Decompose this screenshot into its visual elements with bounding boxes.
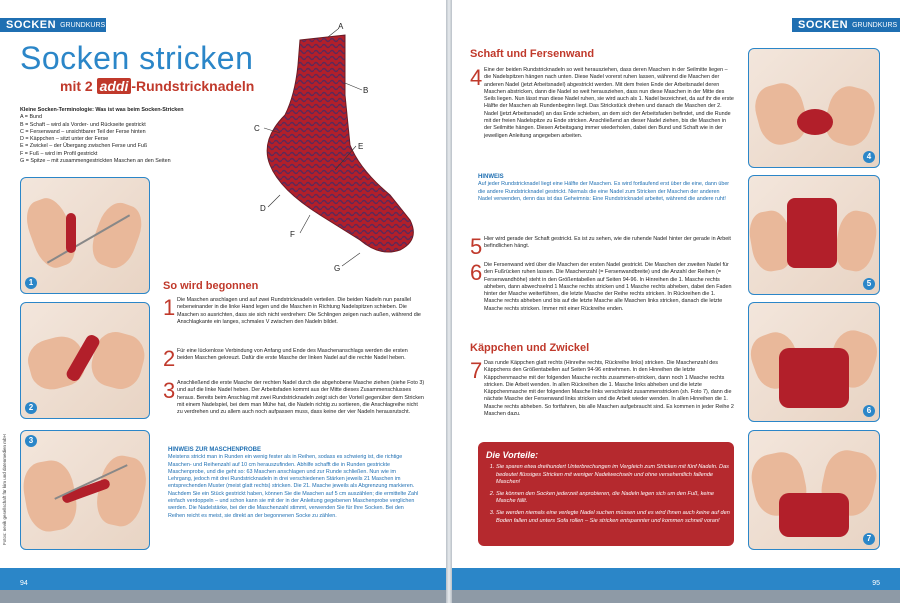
step-1 (163, 297, 425, 345)
photo-2 (20, 302, 150, 419)
sock-label-b: B (363, 86, 369, 95)
term-item: A = Bund (20, 114, 43, 121)
term-item: F = Fuß – wird im Profil gestrickt (20, 150, 98, 157)
term-item: D = Käppchen – sitzt unter der Ferse (20, 136, 109, 143)
step-number: 6 (470, 260, 483, 285)
section-header (0, 18, 106, 32)
footer-band (0, 568, 446, 590)
subtitle-post: -Rundstricknadeln (131, 78, 255, 94)
step-5 (470, 236, 732, 258)
photo-number: 2 (25, 402, 37, 414)
photo-credit: Fotos: nevik gesellschaft für kim und datenmedien mbH (2, 434, 7, 545)
section-header (792, 18, 900, 32)
step-number: 4 (470, 65, 483, 90)
step-text: Die Maschen anschlagen und auf zwei Rundstricknadeln verteilen. Die beiden Nadeln nun parallel nebeneinander in die linke Hand legen und die Maschen in Richtung Nadelspitzen schieben. Die Maschen so ausrichten, dass sie sich nicht verdrehen: Die Schlingen zeigen nach außen, während die Anschlagkante ein langes, schmales V zwischen den Nadeln bildet. (177, 297, 421, 325)
step-4 (470, 67, 732, 162)
header-main: SOCKEN (6, 19, 57, 31)
hinweis-text: Auf jeder Rundstricknadel liegt eine Hälfte der Maschen. Es wird fortlaufend erst über die eine, dann über die andere Rundstricknadel gestrickt. Niemals die eine Nadel zum Stricken der Maschen der anderen Nadel verwenden, denn das ist das Geheimnis: Eine Rundstricknadel arbeitet, während die andere ruht! (478, 181, 730, 202)
photo-7 (748, 430, 880, 550)
term-item: G = Spitze – mit zusammengestrickten Maschen an den Seiten (20, 158, 171, 165)
step-text: Eine der beiden Rundstricknadeln so weit herausziehen, dass deren Maschen in der Seilmitte liegen – die Nadelspitzen hängen nach unten. Diese Nadel vorerst ruhen lassen, während die Maschen der anderen Nadel (jetzt Arbeitsnadel) abgestrickt werden. Mit dem freien Ende der Arbeitsnadel deren Maschen abstricken, dann die Nadel so weit herausziehen, dass nun diese Maschen in der Mitte des Seils liegen. Nun lässt man diese Nadel ruhen, sie wird auch als 1. Nadel bezeichnet, da auf ihr die erste Hälfte der Maschen ab Rundenbeginn liegt. Das Strickstück drehen und danach die Maschen der 2. Nadel (jetzt Arbeitsnadel) an das Ende schieben, an dem sich der Arbeitsfaden befindet, und die Runde mit der freien Nadelspitze zu Ende stricken. Anschließend an dieser Nadel ziehen, bis die Maschen in der Seilmitte hängen. Diesen Arbeitsgang immer wiederholen, dabei den Bund und Schaft wie in der jeweiligen Anleitung angegeben arbeiten. (484, 67, 734, 139)
step-number: 1 (163, 295, 176, 320)
sock-label-d: D (260, 204, 266, 213)
header-main: SOCKEN (798, 19, 849, 31)
step-7 (470, 360, 732, 435)
photo-4 (748, 48, 880, 168)
page-title: Socken stricken (20, 40, 254, 76)
photo-1 (20, 177, 150, 294)
step-text: Das runde Käppchen glatt rechts (Hinreihe rechts, Rückreihe links) stricken. Die Maschenzahl des Käppchens den Größentabellen auf Seiten 94-96 entnehmen. In den Hinreihen die letzte Käppchenmasche mit der folgenden Masche rechts zusammen-stricken, dann noch 1 Masche rechts stricken. Die Arbeit wenden. In allen Rückreihen die 1. Masche links abheben und die letzte Käppchenmasche mit der folgenden Masche links verschränkt zusammenstricken (sh. Foto 7), dann die nächste Masche der Fersenwand links stricken und die Arbeit wieder wenden. In allen Hinreihen die 1. Masche rechts abheben. So fortfahren, bis alle Maschen aufgebraucht sind. Es kommen in jeder Reihe 2 Maschen dazu. (484, 360, 734, 418)
term-item: C = Fersenwand – unsichtbarer Teil der Ferse hinten (20, 128, 146, 135)
sock-label-c: C (254, 124, 260, 133)
step-text: Für eine lückenlose Verbindung von Anfang und Ende des Maschenanschlags werden die ersten beiden Maschen gekreuzt. Dafür die erste Masche der linken Nadel auf die rechte Nadel heben. (177, 348, 408, 362)
term-item: E = Zwickel – der Übergang zwischen Ferse und Fuß (20, 143, 148, 150)
sock-label-a: A (338, 22, 344, 31)
photo-number: 6 (863, 405, 875, 417)
step-text: Die Fersenwand wird über die Maschen der ersten Nadel gestrickt. Die Maschen der zweiten Nadel für den Fußrücken ruhen lassen. Die Maschenzahl (= Fersenwandbreite) und die Anzahl der Reihen (= Fersenwandhöhe) steht in den Größentabellen auf Seiten 94-96. In Hinreihen die 1. Masche rechts abheben, dann abwechselnd 1 Masche rechts stricken und 1 Masche rechts abheben, dabei den Faden hinter der Masche weiterführen, die letzte Masche der Reihe rechts stricken. In Rückreihen die 1. Masche rechts abheben und bis auf die letzte Masche alle Maschen links stricken, danach die letzte Masche rechts stricken. Immer mit einer Rückreihe enden. (484, 262, 732, 312)
section-heading: Käppchen und Zwickel (470, 342, 590, 354)
photo-number: 5 (863, 278, 875, 290)
hinweis-heading: HINWEIS ZUR MASCHENPROBE (168, 447, 262, 453)
subtitle-pre: mit 2 (60, 78, 93, 94)
step-number: 2 (163, 346, 176, 371)
page-number: 95 (872, 580, 880, 587)
sock-label-f: F (290, 230, 295, 239)
left-page (0, 0, 446, 590)
step-text: Hier wird gerade der Schaft gestrickt. Es ist zu sehen, wie die ruhende Nadel hinter der gerade in Arbeit befindlichen hängt. (484, 236, 731, 250)
photo-5 (748, 175, 880, 295)
brand-logo: addi (97, 78, 132, 94)
sock-label-e: E (358, 142, 364, 151)
hinweis-text: Meistens strickt man in Runden ein wenig fester als in Reihen, sodass es schwierig ist, die richtige Maschen- und Reihenzahl auf 10 cm herauszufinden. Abhilfe schafft die in Runden gestrickte Maschenprobe, und die geht so: 63 Maschen anschlagen und zur Runde schließen. Nun wie im Lehrgang, jedoch mit drei Rundstricknadeln in drei verschiedenen Stärken jeweils 21 Maschen im entsprechenden Muster (meist glatt rechts) stricken. Die 21. Masche jeweils als Abgrenzung markieren. Nachdem Sie ein Stück gestrickt haben, können Sie die Maschen auf 5 cm auszählen; die ermittelte Zahl einfach verdoppeln – und schon kann sie mit der in der Anleitung gegebenen Maschenprobe verglichen werden. Die Nadelstärke, bei der die Maschenzahl stimmt, verwenden Sie für Ihre Socken. Bei den Reihen reicht es meist, sie direkt an der begonnenen Socke zu zählen. (168, 454, 419, 519)
page-subtitle (60, 78, 254, 94)
photo-number: 3 (25, 435, 37, 447)
footer-band (452, 568, 900, 590)
step-number: 7 (470, 358, 483, 383)
advantages-box (478, 442, 734, 546)
step-text: Anschließend die erste Masche der rechten Nadel durch die abgehobene Masche ziehen (siehe Foto 3) und auf die linke Nadel heben. Der Arbeitsfaden kommt aus der Mitte dieses Zusammenschlusses heraus. Bereits beim Anschlag mit zwei Rundstricknadeln zeigt sich der Vorteil gegenüber dem Stricken mit einem Nadelspiel, bei dem man Mühe hat, die Nadeln richtig zu sortieren, die Anschlagreihe nicht zu verdrehen und zu allem auch noch aufpassen muss, dass keine der vier Nadeln herausrutscht. (177, 380, 425, 416)
page-number: 94 (20, 580, 28, 587)
advantage-item: 1. Sie sparen etwa dreihundert Unterbrechungen im Vergleich zum Stricken mit fünf Nadeln. Das bedeutet flüssiges Stricken mit weniger Nadelwechseln und ohne versehentlich fallende Maschen! (496, 464, 732, 487)
sock-illustration (250, 25, 440, 280)
section-heading: Schaft und Fersenwand (470, 48, 595, 60)
term-item: B = Schaft – wird als Vorder- und Rückseite gestrickt (20, 121, 146, 128)
step-number: 3 (163, 378, 176, 403)
sock-label-g: G (334, 264, 341, 273)
advantages-heading: Die Vorteile: (486, 450, 539, 460)
terminology-box (20, 107, 230, 165)
hinweis-box (168, 447, 420, 520)
section-heading: So wird begonnen (163, 280, 259, 292)
step-3 (163, 380, 425, 440)
header-sub: GRUNDKURS (60, 21, 106, 29)
advantage-item: 2. Sie können den Socken jederzeit anprobieren, die Nadeln legen sich um den Fuß, keine Masche fällt. (496, 491, 732, 506)
terms-heading: Kleine Socken-Terminologie: Was ist was beim Socken-Stricken (20, 107, 184, 113)
photo-6 (748, 302, 880, 422)
header-sub: GRUNDKURS (852, 21, 898, 29)
photo-number: 7 (863, 533, 875, 545)
hinweis-box (478, 174, 730, 203)
advantage-item: 3. Sie werden niemals eine verlegte Nadel suchen müssen und es wird Ihnen auch keine auf den Boden fallen und unters Sofa rollen – Sie stricken entspannter und kommen schnell voran! (496, 510, 732, 525)
hinweis-heading: HINWEIS (478, 174, 504, 180)
photo-3 (20, 430, 150, 550)
step-number: 5 (470, 234, 483, 259)
photo-number: 1 (25, 277, 37, 289)
sock-drawing (267, 35, 413, 252)
photo-number: 4 (863, 151, 875, 163)
step-2 (163, 348, 425, 378)
step-6 (470, 262, 732, 332)
advantages-list (484, 464, 732, 529)
